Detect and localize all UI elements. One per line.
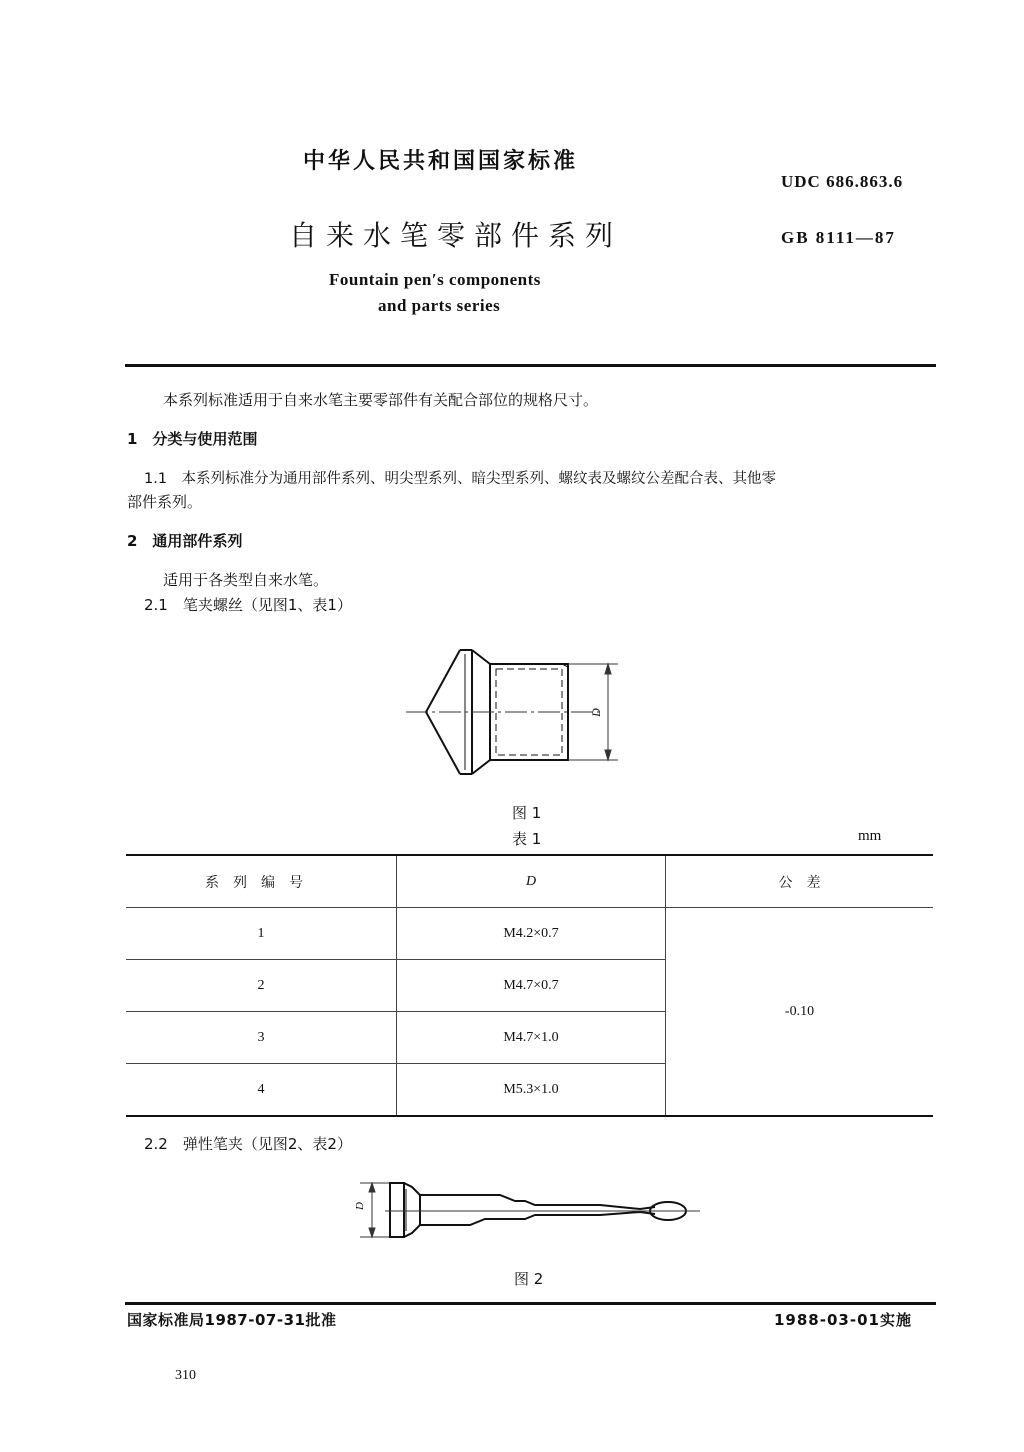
section-2-heading: 2 通用部件系列 <box>127 532 243 550</box>
figure-1-clip-screw-drawing <box>400 640 630 810</box>
page-number: 310 <box>175 1368 196 1383</box>
figure-2-spring-clip-drawing <box>350 1175 710 1245</box>
footer-rule <box>125 1302 936 1305</box>
figure-2-dimension-label: D <box>353 1202 366 1210</box>
approval-date: 国家标准局1987-07-31批准 <box>127 1311 337 1329</box>
header-d: D <box>397 855 666 908</box>
table-1-unit: mm <box>858 828 882 844</box>
figure-1-dimension-label: D <box>588 708 603 717</box>
cell-d-value: M4.7×0.7 <box>397 960 666 1012</box>
national-standard-heading: 中华人民共和国国家标准 <box>303 149 579 174</box>
section-2-text: 适用于各类型自来水笔。 <box>163 571 329 589</box>
header-rule <box>125 364 936 367</box>
cell-d-value: M4.7×1.0 <box>397 1012 666 1064</box>
cell-tolerance: -0.10 <box>784 1003 815 1019</box>
table-row <box>126 908 933 960</box>
cell-series-number: 1 <box>126 908 397 960</box>
document-title-cn: 自来水笔零部件系列 <box>289 219 623 252</box>
effective-date: 1988-03-01实施 <box>774 1311 912 1329</box>
figure-2-caption: 图 2 <box>514 1270 544 1288</box>
figure-1-caption: 图 1 <box>512 804 542 822</box>
gb-code: GB 8111—87 <box>781 228 896 247</box>
cell-d-value: M5.3×1.0 <box>397 1064 666 1117</box>
table-1 <box>126 854 933 1117</box>
section-1-heading: 1 分类与使用范围 <box>127 430 258 448</box>
section-2-2-heading: 2.2 弹性笔夹（见图2、表2） <box>144 1135 352 1153</box>
cell-series-number: 3 <box>126 1012 397 1064</box>
udc-code: UDC 686.863.6 <box>781 172 904 191</box>
section-1-1-line2: 部件系列。 <box>127 493 203 511</box>
intro-paragraph: 本系列标准适用于自来水笔主要零部件有关配合部位的规格尺寸。 <box>163 391 599 409</box>
cell-series-number: 2 <box>126 960 397 1012</box>
section-2-1-heading: 2.1 笔夹螺丝（见图1、表1） <box>144 596 352 614</box>
table-1-header-row <box>126 855 933 908</box>
cell-series-number: 4 <box>126 1064 397 1117</box>
cell-d-value: M4.2×0.7 <box>397 908 666 960</box>
document-title-en-line2: and parts series <box>378 296 501 315</box>
section-1-1-line1: 1.1 本系列标准分为通用部件系列、明尖型系列、暗尖型系列、螺纹表及螺纹公差配合表、其他零 <box>144 471 777 487</box>
table-1-caption: 表 1 <box>512 830 542 848</box>
header-series-number: 系列编号 <box>126 855 397 908</box>
document-title-en-line1: Fountain pen′s components <box>329 270 541 289</box>
header-tolerance: 公 差 <box>666 855 934 908</box>
